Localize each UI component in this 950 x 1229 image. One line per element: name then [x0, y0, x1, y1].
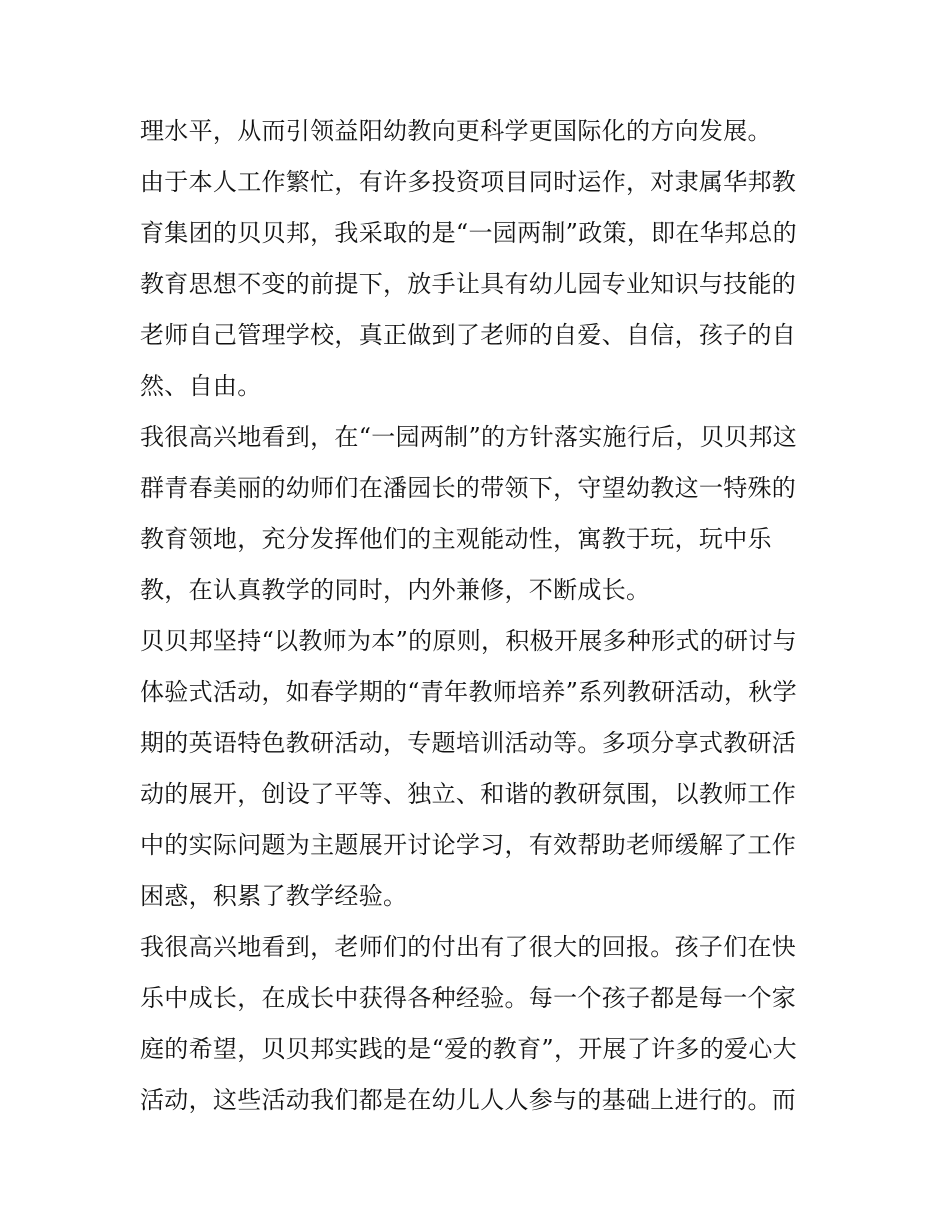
- text-line: 动的展开，创设了平等、独立、和谐的教研氛围，以教师工作: [140, 780, 797, 808]
- body-text: [140, 106, 820, 1126]
- text-line: 老师自己管理学校，真正做到了老师的自爱、自信，孩子的自: [140, 321, 797, 349]
- text-line: 活动，这些活动我们都是在幼儿人人参与的基础上进行的。而: [140, 1086, 797, 1114]
- text-line: 教育思想不变的前提下，放手让具有幼儿园专业知识与技能的: [140, 270, 797, 298]
- text-line: 理水平，从而引领益阳幼教向更科学更国际化的方向发展。: [140, 117, 772, 145]
- text-line: 庭的希望，贝贝邦实践的是“爱的教育”，开展了许多的爱心大: [140, 1035, 797, 1063]
- text-line: 体验式活动，如春学期的“青年教师培养”系列教研活动，秋学: [140, 678, 797, 706]
- text-line: 教育领地，充分发挥他们的主观能动性，寓教于玩，玩中乐: [140, 525, 772, 553]
- text-line: 然、自由。: [140, 372, 262, 400]
- text-line: 群青春美丽的幼师们在潘园长的带领下，守望幼教这一特殊的: [140, 474, 797, 502]
- text-line: 乐中成长，在成长中获得各种经验。每一个孩子都是每一个家: [140, 984, 797, 1012]
- text-line: 育集团的贝贝邦，我采取的是“一园两制”政策，即在华邦总的: [140, 219, 797, 247]
- text-line: 中的实际问题为主题展开讨论学习，有效帮助老师缓解了工作: [140, 831, 797, 859]
- text-line: 教，在认真教学的同时，内外兼修，不断成长。: [140, 576, 651, 604]
- text-line: 困惑，积累了教学经验。: [140, 882, 408, 910]
- text-line: 我很高兴地看到，老师们的付出有了很大的回报。孩子们在快: [140, 933, 797, 961]
- text-line: 我很高兴地看到，在“一园两制”的方针落实施行后，贝贝邦这: [140, 423, 797, 451]
- text-line: 贝贝邦坚持“以教师为本”的原则，积极开展多种形式的研讨与: [140, 627, 797, 655]
- text-line: 由于本人工作繁忙，有许多投资项目同时运作，对隶属华邦教: [140, 168, 797, 196]
- text-line: 期的英语特色教研活动，专题培训活动等。多项分享式教研活: [140, 729, 797, 757]
